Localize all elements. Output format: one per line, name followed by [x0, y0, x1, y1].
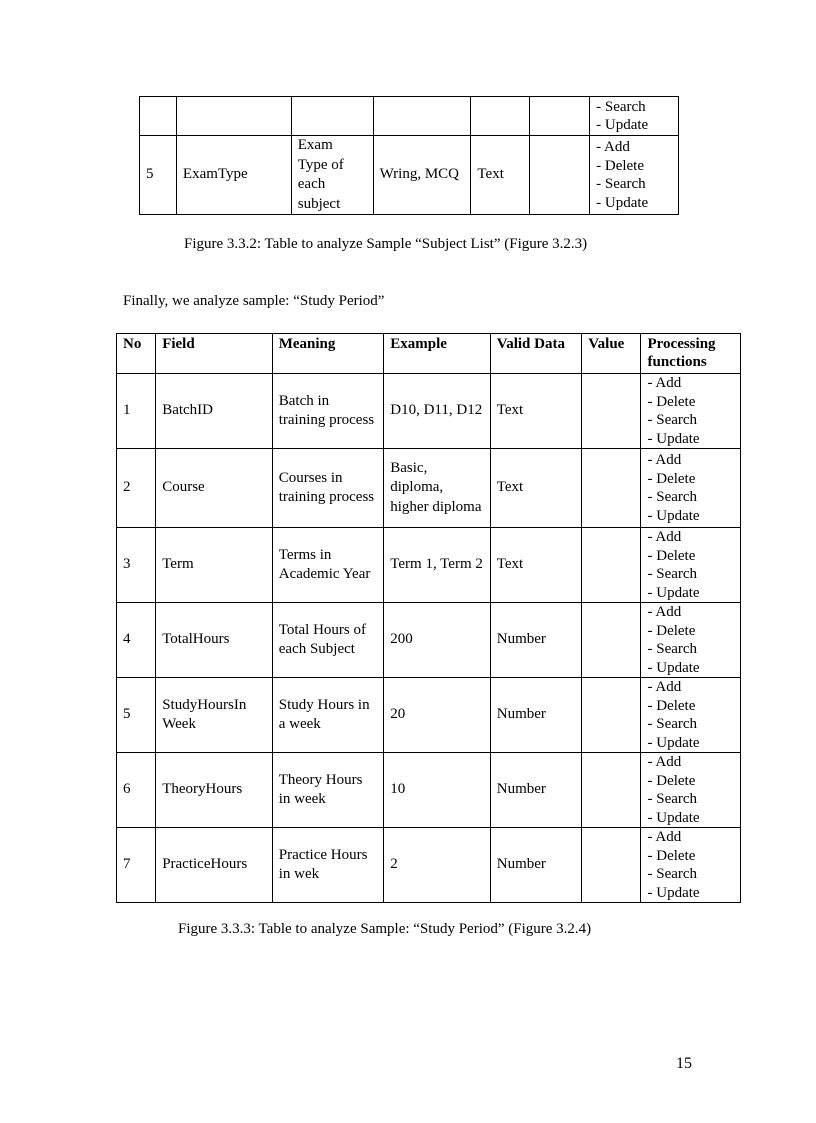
function-item: - Update [647, 659, 734, 678]
figure-caption: Figure 3.3.3: Table to analyze Sample: “Study Period” (Figure 3.2.4) [178, 921, 592, 937]
function-item: - Search [647, 865, 734, 884]
row-value [530, 136, 590, 215]
function-item: - Delete [647, 547, 734, 566]
figure-caption: Figure 3.3.2: Table to analyze Sample “Subject List” (Figure 3.2.3) [184, 236, 588, 252]
function-item: - Delete [647, 772, 734, 791]
row-meaning: Courses in training process [272, 449, 384, 528]
row-meaning: Theory Hours in week [272, 753, 384, 828]
table-row [117, 678, 741, 753]
function-item: - Update [647, 430, 734, 449]
table-row [117, 753, 741, 828]
function-item: - Search [647, 488, 734, 507]
function-item: - Update [596, 116, 672, 135]
row-no: 3 [117, 528, 156, 603]
study-period-table [116, 333, 741, 903]
row-field: StudyHoursIn Week [156, 678, 273, 753]
function-item: - Update [596, 194, 672, 213]
row-field: Term [156, 528, 273, 603]
row-example: 20 [384, 678, 491, 753]
row-example: Wring, MCQ [373, 136, 471, 215]
row-no: 5 [140, 136, 177, 215]
row-value [582, 374, 641, 449]
function-item: - Delete [647, 847, 734, 866]
header-meaning: Meaning [272, 334, 384, 374]
row-value [582, 449, 641, 528]
table-row [140, 97, 679, 136]
row-field: BatchID [156, 374, 273, 449]
table-row [117, 449, 741, 528]
row-no: 7 [117, 828, 156, 903]
row-example: Basic, diploma, higher diploma [384, 449, 491, 528]
meaning-line: subject [297, 195, 341, 212]
function-item: - Delete [647, 393, 734, 412]
function-item: - Search [647, 790, 734, 809]
function-item: - Search [647, 565, 734, 584]
row-field: TheoryHours [156, 753, 273, 828]
functions-cell [641, 753, 741, 828]
row-valid-data: Number [490, 828, 581, 903]
row-field: ExamType [176, 136, 291, 215]
row-valid-data: Text [490, 528, 581, 603]
header-value: Value [582, 334, 641, 374]
function-item: - Search [647, 640, 734, 659]
row-field: Course [156, 449, 273, 528]
header-example: Example [384, 334, 491, 374]
table-row [117, 828, 741, 903]
header-valid-data: Valid Data [490, 334, 581, 374]
row-valid-data: Number [490, 603, 581, 678]
header-field: Field [156, 334, 273, 374]
row-meaning: Total Hours of each Subject [272, 603, 384, 678]
row-valid-data: Number [490, 753, 581, 828]
row-value [582, 753, 641, 828]
table-row [117, 528, 741, 603]
table-row [117, 603, 741, 678]
row-no: 5 [117, 678, 156, 753]
function-item: - Delete [596, 157, 672, 176]
functions-cell [641, 449, 741, 528]
functions-cell [641, 603, 741, 678]
function-item: - Update [647, 507, 734, 526]
row-value [582, 678, 641, 753]
function-item: - Search [596, 98, 672, 117]
row-meaning [291, 136, 373, 215]
table-row [140, 136, 679, 215]
function-item: - Search [647, 411, 734, 430]
row-value [582, 603, 641, 678]
header-processing-functions: Processing functions [641, 334, 741, 374]
functions-cell [641, 374, 741, 449]
meaning-line: each [297, 176, 326, 192]
table-header-row [117, 334, 741, 374]
function-item: - Update [647, 584, 734, 603]
row-valid-data: Text [471, 136, 530, 215]
function-item: - Search [596, 175, 672, 194]
row-example: 10 [384, 753, 491, 828]
function-item: - Delete [647, 697, 734, 716]
row-no: 6 [117, 753, 156, 828]
meaning-line: Exam [297, 137, 333, 153]
function-item: - Update [647, 809, 734, 828]
functions-cell [641, 828, 741, 903]
functions-cell [641, 528, 741, 603]
row-meaning: Batch in training process [272, 374, 384, 449]
function-item: - Add [647, 528, 734, 547]
row-meaning: Terms in Academic Year [272, 528, 384, 603]
function-item: - Update [647, 884, 734, 903]
row-meaning: Study Hours in a week [272, 678, 384, 753]
row-field: TotalHours [156, 603, 273, 678]
row-example: Term 1, Term 2 [384, 528, 491, 603]
subject-list-table [139, 96, 679, 215]
row-valid-data: Text [490, 374, 581, 449]
row-valid-data: Number [490, 678, 581, 753]
row-value [582, 528, 641, 603]
row-valid-data: Text [490, 449, 581, 528]
functions-cell [641, 678, 741, 753]
function-item: - Add [647, 374, 734, 393]
function-item: - Add [647, 451, 734, 470]
function-item: - Update [647, 734, 734, 753]
functions-cell [590, 97, 679, 136]
row-example: 200 [384, 603, 491, 678]
row-example: D10, D11, D12 [384, 374, 491, 449]
table-row [117, 374, 741, 449]
meaning-line: Type of [297, 156, 344, 173]
header-no: No [117, 334, 156, 374]
function-item: - Add [647, 753, 734, 772]
function-item: - Add [596, 138, 672, 157]
intro-paragraph: Finally, we analyze sample: “Study Period” [123, 293, 385, 309]
functions-cell [590, 136, 679, 215]
row-no: 1 [117, 374, 156, 449]
row-value [582, 828, 641, 903]
row-meaning: Practice Hours in wek [272, 828, 384, 903]
row-no: 4 [117, 603, 156, 678]
row-example: 2 [384, 828, 491, 903]
row-no: 2 [117, 449, 156, 528]
function-item: - Add [647, 828, 734, 847]
function-item: - Add [647, 603, 734, 622]
row-field: PracticeHours [156, 828, 273, 903]
function-item: - Search [647, 715, 734, 734]
function-item: - Delete [647, 622, 734, 641]
function-item: - Add [647, 678, 734, 697]
page-number: 15 [676, 1055, 692, 1072]
function-item: - Delete [647, 470, 734, 489]
